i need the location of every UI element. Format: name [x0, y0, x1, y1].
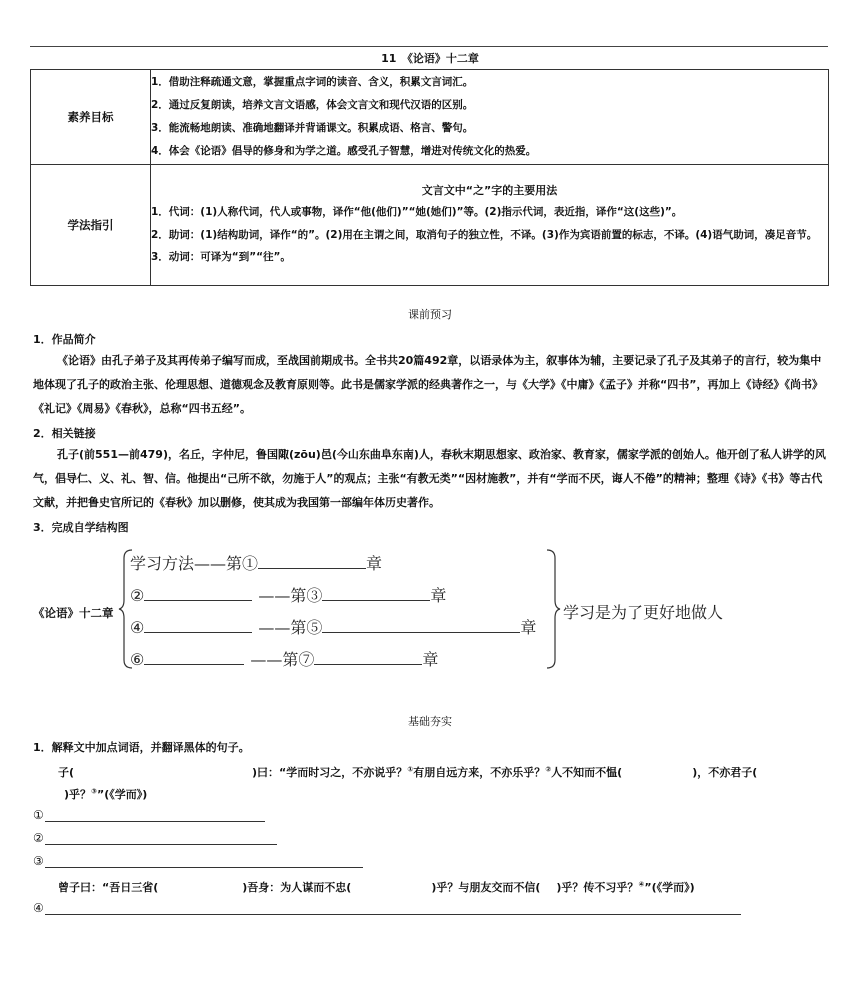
q1-part-d: 人不知而不愠( — [551, 766, 623, 779]
q2-part-b: )吾身：为人谋而不忠( — [242, 881, 352, 894]
links-paragraph — [33, 443, 829, 515]
row2-start: ② — [130, 586, 145, 605]
q1-marker-1: ① — [407, 765, 414, 774]
intro-paragraph — [33, 349, 829, 421]
goal-item: 2．通过反复朗读，培养文言文语感，体会文言文和现代汉语的区别。 — [151, 99, 474, 111]
q2-part-d: )乎？传不习乎？ — [556, 881, 639, 894]
diagram-row-2 — [130, 583, 446, 606]
q1-part-a: 子( — [58, 766, 75, 779]
q1-part-b: )曰：“学而时习之，不亦说乎？ — [252, 766, 408, 779]
answer-label-4: ④ — [33, 901, 44, 915]
answer-label-2: ② — [33, 831, 44, 845]
row2-suffix: 章 — [430, 586, 447, 605]
row3-mid: ——第⑤ — [258, 618, 323, 637]
row3-start: ④ — [130, 618, 145, 637]
answer-line-2[interactable] — [45, 844, 277, 845]
q1-part-e: )，不亦君子( — [692, 766, 758, 779]
goals-label: 素养目标 — [31, 70, 151, 165]
heading-exercise: 1．解释文中加点词语，并翻译黑体的句子。 — [33, 741, 250, 754]
row1-suffix: 章 — [366, 554, 383, 573]
row4-mid: ——第⑦ — [250, 650, 315, 669]
heading-intro: 1．作品简介 — [33, 333, 96, 346]
method-item: 3．动词：可译为“到”“往”。 — [151, 251, 291, 263]
goal-item: 4．体会《论语》倡导的修身和为学之道。感受孔子智慧，增进对传统文化的热爱。 — [151, 145, 537, 157]
question-1-line-1 — [58, 764, 757, 780]
objectives-table — [30, 69, 829, 286]
row4-suffix: 章 — [422, 650, 439, 669]
diagram-right-label: 学习是为了更好地做人 — [563, 603, 724, 622]
answer-line-3[interactable] — [45, 867, 363, 868]
diagram-row-1 — [130, 551, 382, 574]
answer-line-4[interactable] — [45, 914, 741, 915]
section-title-preview: 课前预习 — [408, 308, 452, 321]
q1-marker-3: ③ — [91, 787, 97, 796]
methods-subtitle: 文言文中“之”字的主要用法 — [421, 184, 558, 197]
row4-start: ⑥ — [130, 650, 145, 669]
answer-label-3: ③ — [33, 854, 44, 868]
q2-part-c: )乎？与朋友交而不信( — [431, 881, 541, 894]
right-brace-icon — [545, 548, 561, 670]
blank-3[interactable] — [322, 588, 430, 601]
page-title: 11 《论语》十二章 — [381, 52, 479, 65]
methods-label: 学法指引 — [31, 165, 151, 286]
blank-4[interactable] — [144, 620, 252, 633]
goal-item: 1．借助注释疏通文意，掌握重点字词的读音、含义，积累文言词汇。 — [151, 76, 474, 88]
blank-2[interactable] — [144, 588, 252, 601]
method-item: 2．助词：(1)结构助词，译作“的”。(2)用在主谓之间，取消句子的独立性，不译。(3)作为宾语前置的标志，不译。(4)语气助词，凑足音节。 — [151, 229, 818, 241]
row3-suffix: 章 — [520, 618, 537, 637]
links-text: 孔子(前551—前479)，名丘，字仲尼，鲁国陬(zōu)邑(今山东曲阜东南)人，春秋末期思想家、政治家、教育家，儒家学派的创始人。他开创了私人讲学的风气，倡导仁、义、礼、智、信。他提出“己所不欲，勿施于人”的观点；主张“有教无类”“因材施教”，并有“学而不厌，诲人不倦”的精神；整理《诗》《书》等古代文献，并把鲁史官所记的《春秋》加以删修，使其成为我国第一部编年体历史著作。 — [33, 448, 826, 509]
q2-marker: ④ — [638, 880, 645, 889]
goals-content — [151, 70, 829, 165]
row2-mid: ——第③ — [258, 586, 323, 605]
header-rule — [30, 46, 828, 47]
q1-part-g: ”(《学而》) — [96, 788, 148, 801]
section-title-basics: 基础夯实 — [408, 715, 452, 728]
goal-item: 3．能流畅地朗读、准确地翻译并背诵课文。积累成语、格言、警句。 — [151, 122, 474, 134]
question-1-line-2 — [58, 786, 147, 802]
intro-text: 《论语》由孔子弟子及其再传弟子编写而成，至战国前期成书。全书共20篇492章，以语录体为主，叙事体为辅，主要记录了孔子及其弟子的言行，较为集中地体现了孔子的政治主张、伦理思想、道德观念及教育原则等。此书是儒家学派的经典著作之一，与《大学》《中庸》《孟子》并称“四书”，再加上《诗经》《尚书》《礼记》《周易》《春秋》，总称“四书五经”。 — [33, 354, 823, 415]
answer-label-1: ① — [33, 808, 44, 822]
blank-7[interactable] — [314, 652, 422, 665]
q2-part-a: 曾子曰：“吾日三省( — [58, 881, 159, 894]
heading-links: 2．相关链接 — [33, 427, 96, 440]
q2-part-e: ”(《学而》) — [644, 881, 695, 894]
answer-line-1[interactable] — [45, 821, 265, 822]
q1-part-f: )乎？ — [64, 788, 92, 801]
method-item: 1．代词：(1)人称代词，代人或事物，译作“他(他们)”“她(她们)”等。(2)指示代词，表近指，译作“这(这些)”。 — [151, 206, 683, 218]
diagram-left-label: 《论语》十二章 — [33, 606, 114, 620]
q1-part-c: 有朋自远方来，不亦乐乎？ — [413, 766, 546, 779]
diagram-row-3 — [130, 615, 536, 638]
methods-row — [31, 165, 829, 286]
goals-row — [31, 70, 829, 165]
blank-6[interactable] — [144, 652, 244, 665]
diagram-row-4 — [130, 647, 438, 670]
methods-content — [151, 165, 829, 286]
blank-1[interactable] — [258, 556, 366, 569]
question-2 — [58, 879, 695, 895]
q1-marker-2: ② — [545, 765, 552, 774]
blank-5[interactable] — [322, 620, 520, 633]
row1-prefix: 学习方法——第① — [130, 554, 259, 573]
heading-structure: 3．完成自学结构图 — [33, 521, 129, 534]
